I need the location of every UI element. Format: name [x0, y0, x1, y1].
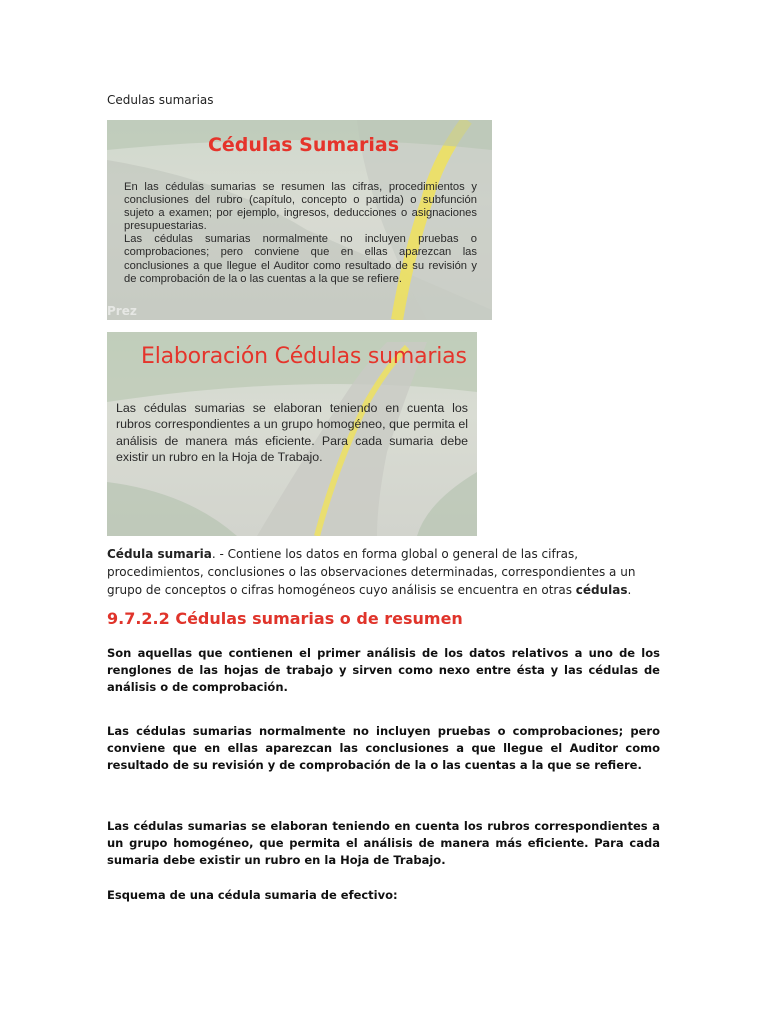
- definition-term: Cédula sumaria: [107, 547, 212, 561]
- slide-title: Cédulas Sumarias: [207, 134, 400, 156]
- slide-image-cedulas-sumarias: [107, 120, 492, 320]
- section-paragraph: Las cédulas sumarias se elaboran teniendo en cuenta los rubros correspondientes a un grupo homogéneo, que permita el análisis de manera más eficiente. Para cada sumaria debe existir un rubro en la Hoja de Trabajo.: [107, 819, 660, 867]
- document-title: Cedulas sumarias: [107, 93, 214, 107]
- section-heading: 9.7.2.2 Cédulas sumarias o de resumen: [107, 609, 463, 628]
- slide-body: [116, 400, 468, 466]
- slide-body-paragraph: Las cédulas sumarias se elaboran teniendo en cuenta los rubros correspondientes a un grupo homogéneo, que permita el análisis de manera más eficiente. Para cada sumaria debe existir un rubro en la Hoja de Trabajo.: [116, 401, 468, 465]
- section-paragraph: Las cédulas sumarias normalmente no incluyen pruebas o comprobaciones; pero conviene que en ellas aparezcan las conclusiones a que llegue el Auditor como resultado de su revisión y de comprobación de la o las cuentas a la que se refiere.: [107, 724, 660, 772]
- slide-body: [124, 181, 477, 286]
- watermark: Prez: [107, 304, 137, 318]
- slide-body-paragraph: Las cédulas sumarias normalmente no incluyen pruebas o comprobaciones; pero conviene que en ellas aparezcan las conclusiones a que llegue el Auditor como resultado de su revisión y de comprobación de la o las cuentas a la que se refiere.: [124, 233, 477, 285]
- definition-text: . - Contiene los datos en forma global o general de las cifras, procedimientos, conclusiones o las observaciones determinadas, correspondientes a un grupo de conceptos o cifras homogéneos cuyo análisis se encuentra en otras: [107, 547, 636, 597]
- definition-paragraph: [107, 545, 647, 599]
- slide-body-paragraph: En las cédulas sumarias se resumen las cifras, procedimientos y conclusiones del rubro (capítulo, concepto o partida) o subfunción sujeto a examen; por ejemplo, ingresos, deducciones o asignaciones presupuestarias.: [124, 181, 477, 233]
- slide-title: Elaboración Cédulas sumarias: [141, 344, 467, 369]
- section-paragraph: Son aquellas que contienen el primer análisis de los datos relativos a uno de los renglones de las hojas de trabajo y sirven como nexo entre ésta y las cédulas de análisis o de comprobación.: [107, 646, 660, 694]
- definition-end: .: [627, 583, 632, 597]
- definition-bold-word: cédulas: [575, 583, 628, 597]
- section-paragraph: Esquema de una cédula sumaria de efectivo:: [107, 888, 398, 902]
- slide-image-elaboracion: [107, 332, 477, 536]
